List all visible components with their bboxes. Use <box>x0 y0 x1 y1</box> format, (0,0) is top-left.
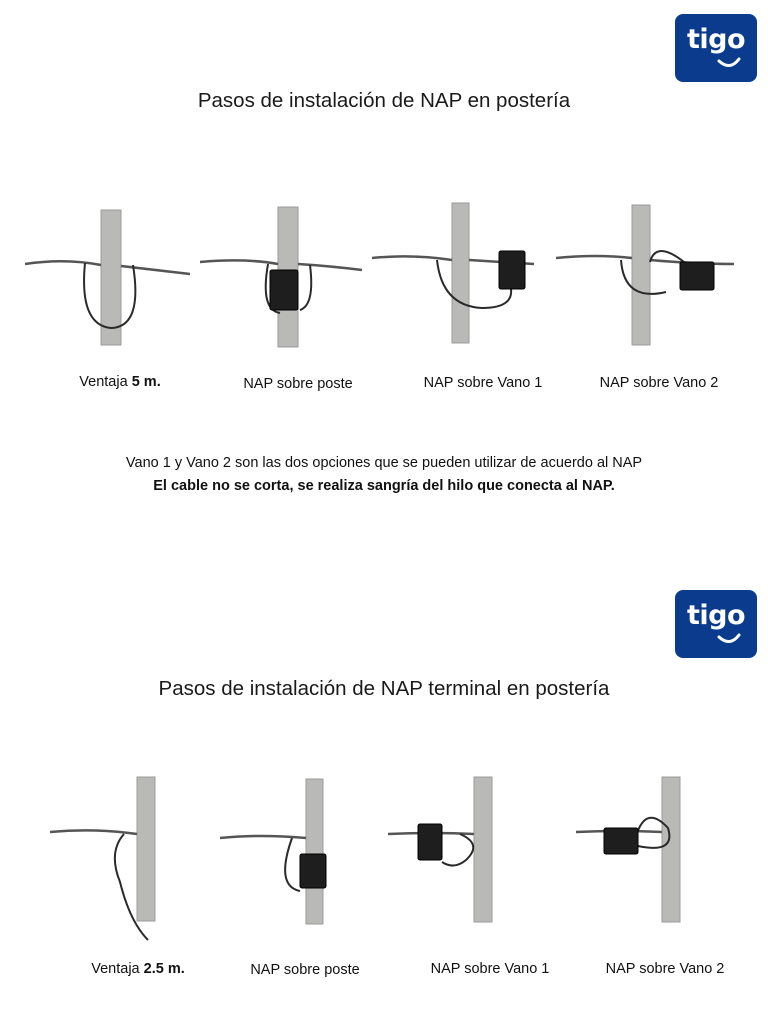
logo-wordmark: tigo <box>686 600 746 631</box>
caption-text: NAP sobre Vano 1 <box>430 961 550 977</box>
logo-smile-icon <box>675 590 757 658</box>
note-vano-options: Vano 1 y Vano 2 son las dos opciones que se pueden utilizar de acuerdo al NAP <box>125 455 643 471</box>
tigo-logo <box>675 590 757 658</box>
figure-ventaja-2-5m <box>50 772 170 942</box>
caption-nap-sobre-poste <box>218 376 378 392</box>
caption-nap-sobre-vano-2 <box>579 375 739 391</box>
caption-nap-terminal-sobre-vano-1 <box>410 961 570 977</box>
figure-nap-terminal-sobre-vano-2 <box>576 774 696 924</box>
caption-text: Ventaja <box>79 374 132 390</box>
caption-text: NAP sobre Vano 1 <box>423 375 543 391</box>
caption-text: NAP sobre poste <box>250 962 360 978</box>
figure-nap-sobre-vano-2 <box>556 200 736 350</box>
caption-text: NAP sobre poste <box>243 376 353 392</box>
caption-text: NAP sobre Vano 2 <box>605 961 725 977</box>
caption-nap-terminal-sobre-vano-2 <box>585 961 745 977</box>
figure-nap-terminal-sobre-poste <box>220 776 350 926</box>
figure-nap-sobre-vano-1 <box>372 198 542 348</box>
note-cable-no-se-corta: El cable no se corta, se realiza sangría del hilo que conecta al NAP. <box>153 478 615 494</box>
figure-nap-sobre-poste <box>200 200 370 350</box>
figure-ventaja-5m <box>25 200 195 350</box>
caption-nap-terminal-sobre-poste <box>225 962 385 978</box>
figure-nap-terminal-sobre-vano-1 <box>388 774 508 924</box>
section1-title: Pasos de instalación de NAP en postería <box>197 89 571 112</box>
logo-wordmark: tigo <box>686 24 746 55</box>
caption-ventaja-5m <box>40 374 200 390</box>
caption-ventaja-2-5m <box>58 961 218 977</box>
caption-nap-sobre-vano-1 <box>403 375 563 391</box>
logo-smile-icon <box>675 14 757 82</box>
tigo-logo <box>675 14 757 82</box>
caption-bold: 5 m. <box>131 374 161 390</box>
caption-bold: 2.5 m. <box>143 961 185 977</box>
caption-text: Ventaja <box>91 961 144 977</box>
caption-text: NAP sobre Vano 2 <box>599 375 719 391</box>
section2-title: Pasos de instalación de NAP terminal en postería <box>158 677 610 700</box>
